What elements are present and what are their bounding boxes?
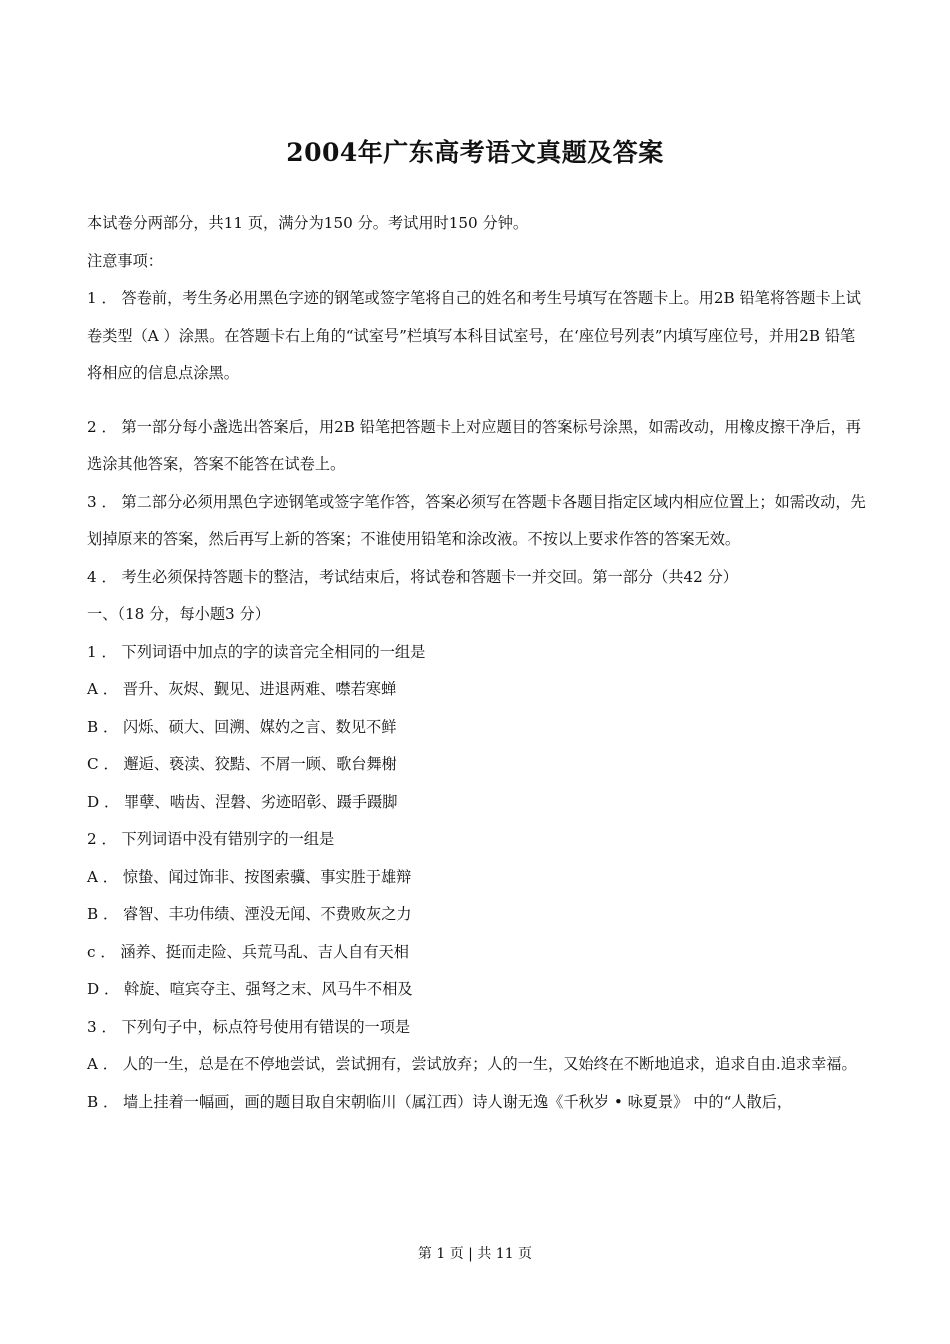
section-heading-1: 一、（18 分，每小题3 分） (87, 605, 270, 623)
document-body (87, 205, 867, 1121)
notice-item-2: 2 ． 第一部分每小盏选出答案后，用2B 铅笔把答题卡上对应题目的答案标号涂黑，如需改动，用橡皮擦干净后，再选涂其他答案，答案不能答在试卷上。 (87, 417, 861, 473)
question-2-option-b: B ． 睿智、丰功伟绩、湮没无闻、不费败灰之力 (87, 905, 412, 923)
question-2-stem: 2 ． 下列词语中没有错别字的一组是 (87, 830, 335, 848)
document-title: 2004年广东高考语文真题及答案 (286, 138, 664, 167)
notice-item-1: 1 ． 答卷前，考生务必用黑色字迹的钢笔或签字笔将自己的姓名和考生号填写在答题卡上。用2B 铅笔将答题卡上试卷类型（A ）涂黑。在答题卡右上角的“试室号”栏填写本科目试室号，在‘座位号列表”内填写座位号，并用2B 铅笔将相应的信息点涂黑。 (87, 289, 861, 382)
question-1-option-a: A ． 晋升、灰烬、觐见、进退两难、噤若寒蝉 (87, 680, 397, 698)
page-footer: 第 1 页 | 共 11 页 (417, 1246, 533, 1262)
notice-item-4: 4 ． 考生必须保持答题卡的整洁，考试结束后，将试卷和答题卡一并交回。第一部分（共42 分） (87, 567, 738, 586)
question-1-option-b: B ． 闪烁、硕大、回溯、媒妁之言、数见不鲜 (87, 717, 397, 736)
intro-paragraph: 本试卷分两部分，共11 页，满分为150 分。考试用时150 分钟。 (87, 214, 529, 232)
question-1-option-c: C ． 邂逅、亵渎、狡黠、不屑一顾、歌台舞榭 (87, 755, 397, 773)
question-2-option-c: c ． 涵养、挺而走险、兵荒马乱、吉人自有天相 (87, 942, 409, 961)
question-1-stem: 1 ． 下列词语中加点的字的读音完全相同的一组是 (87, 642, 426, 661)
question-3-option-b: B ． 墙上挂着一幅画，画的题目取自宋朝临川（属江西）诗人谢无逸《千秋岁 • 咏夏景》 中的“人散后， (87, 1092, 793, 1111)
notice-heading: 注意事项： (87, 251, 163, 270)
question-2-option-a: A ． 惊蛰、闻过饰非、按图索骥、事实胜于雄辩 (87, 867, 412, 886)
question-1-option-d: D ． 罪孽、啮齿、涅磐、劣迹昭彰、蹑手蹑脚 (87, 792, 398, 811)
question-3-stem: 3 ． 下列句子中，标点符号使用有错误的一项是 (87, 1017, 411, 1036)
notice-item-3: 3 ． 第二部分必须用黑色字迹钢笔或签字笔作答，答案必须写在答题卡各题目指定区域内相应位置上；如需改动，先划掉原来的答案，然后再写上新的答案；不谁使用铅笔和涂改液。不按以上要求作答的答案无效。 (87, 492, 866, 548)
question-2-option-d: D ． 斡旋、喧宾夺主、强弩之末、风马牛不相及 (87, 980, 413, 998)
question-3-option-a: A ． 人的一生，总是在不停地尝试，尝试拥有，尝试放弃；人的一生，又始终在不断地追求，追求自由.追求幸福。 (87, 1055, 857, 1073)
